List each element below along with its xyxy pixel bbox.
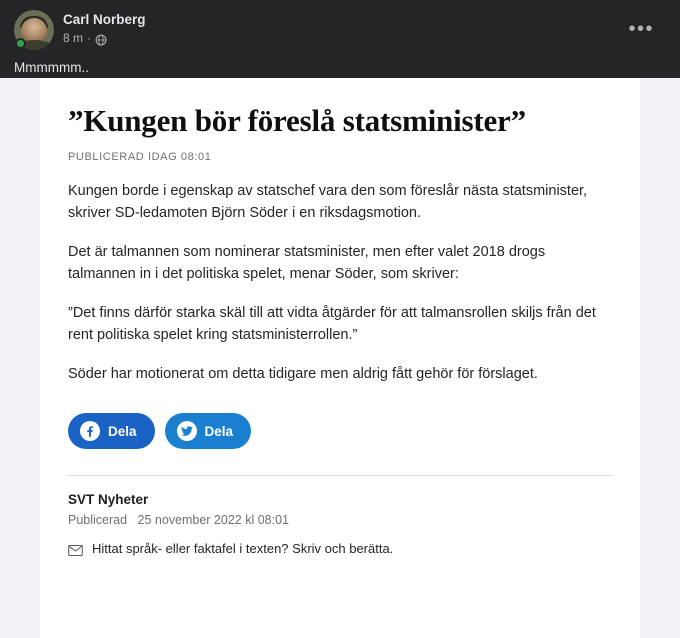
feedback-row[interactable] xyxy=(68,541,612,556)
share-facebook-label: Dela xyxy=(108,423,137,439)
avatar[interactable] xyxy=(14,10,54,50)
mail-icon xyxy=(68,544,83,555)
globe-icon xyxy=(95,34,107,46)
twitter-icon xyxy=(177,421,197,441)
post-author-name[interactable]: Carl Norberg xyxy=(63,12,146,27)
post-meta xyxy=(63,30,146,46)
share-buttons xyxy=(68,413,612,449)
article-card[interactable] xyxy=(40,78,640,638)
more-options-icon[interactable]: ••• xyxy=(628,18,654,40)
post-header xyxy=(0,0,680,78)
published-prefix: Publicerad xyxy=(68,513,128,527)
article-divider xyxy=(68,475,612,476)
post-timestamp[interactable]: 8 m xyxy=(63,31,84,45)
article-source[interactable]: SVT Nyheter xyxy=(68,492,149,507)
article-published-label: PUBLICERAD IDAG 08:01 xyxy=(68,151,212,163)
meta-separator: · xyxy=(87,31,92,45)
article-container xyxy=(0,78,680,638)
feedback-text[interactable]: Hittat språk- eller faktafel i texten? Skriv och berätta. xyxy=(92,541,394,556)
article-paragraph: ”Det finns därför starka skäl till att vidta åtgärder för att talmansrollen skiljs från det rent politiska spelet kring statsministerrollen.” xyxy=(68,305,596,343)
article-paragraph: Det är talmannen som nominerar statsminister, men efter valet 2018 drogs talmannen in i det politiska spelet, menar Söder, som skriver: xyxy=(68,244,546,282)
share-twitter-button[interactable] xyxy=(165,413,252,449)
post-message: Mmmmmm.. xyxy=(14,60,89,75)
author-info xyxy=(63,10,146,46)
article-published-date xyxy=(68,513,612,527)
article-headline: ”Kungen bör föreslå statsminister” xyxy=(68,103,526,138)
article-paragraph: Söder har motionerat om detta tidigare men aldrig fått gehör för förslaget. xyxy=(68,366,538,382)
facebook-icon xyxy=(80,421,100,441)
share-twitter-label: Dela xyxy=(204,423,234,439)
article-paragraph: Kungen borde i egenskap av statschef vara den som föreslår nästa statsminister, skriver SD-ledamoten Björn Söder i en riksdagsmotion. xyxy=(68,183,588,221)
published-date-value: 25 november 2022 kl 08:01 xyxy=(137,513,289,527)
online-status-indicator xyxy=(15,38,26,49)
post-author-row xyxy=(14,10,666,50)
share-facebook-button[interactable] xyxy=(68,413,155,449)
